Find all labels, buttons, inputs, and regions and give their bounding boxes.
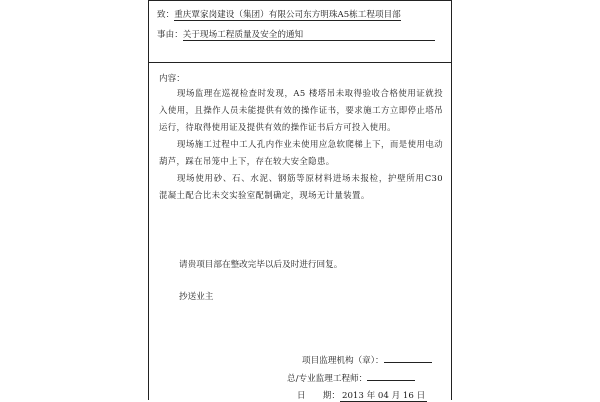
paragraph-tower-crane: 现场监理在巡视检查时发现，A5 楼塔吊未取得验收合格使用证就投入使用，且操作人员未能提供有效的操作证书，要求施工方立即停止塔吊运行，待取得使用证及提供有效的操作证书后方可投入使用。 bbox=[159, 88, 443, 132]
paragraph-materials: 现场使用砂、石、水泥、钢筋等原材料进场未报检，护壁所用C30 混凝土配合比未交实验室配制确定，现场无计量装置。 bbox=[159, 173, 443, 200]
engineer-label: 总/专业监理工程师： bbox=[287, 374, 368, 384]
top-border bbox=[149, 0, 451, 1]
org-seal-blank bbox=[384, 353, 432, 363]
subject-value: 关于现场工程质量及安全的通知 bbox=[183, 30, 435, 41]
cc-text: 抄送业主 bbox=[179, 292, 214, 302]
date-value: 2013 年 04 月 16 日 bbox=[341, 391, 426, 401]
date-row bbox=[297, 389, 427, 402]
to-value: 重庆覃家岗建设（集团）有限公司东方明珠A5栋工程项目部 bbox=[174, 10, 401, 20]
org-row bbox=[302, 353, 432, 366]
date-label: 日 期： bbox=[297, 391, 340, 401]
to-row bbox=[157, 8, 459, 21]
content-label: 内容： bbox=[159, 74, 185, 84]
divider-line bbox=[149, 62, 451, 63]
to-label: 致： bbox=[157, 10, 175, 20]
paragraph-ladder: 现场施工过程中工人孔内作业未使用应急软爬梯上下，而是使用电动葫芦，踩在吊笼中上下，存在较大安全隐患。 bbox=[159, 139, 443, 166]
org-label: 项目监理机构（章）： bbox=[302, 356, 384, 366]
request-text: 请贵项目部在整改完毕以后及时进行回复。 bbox=[179, 260, 343, 270]
subject-row bbox=[157, 28, 459, 41]
engineer-signature-blank bbox=[367, 371, 415, 381]
notice-form bbox=[148, 0, 452, 400]
engineer-row bbox=[287, 371, 415, 384]
subject-label: 事由： bbox=[157, 30, 183, 40]
